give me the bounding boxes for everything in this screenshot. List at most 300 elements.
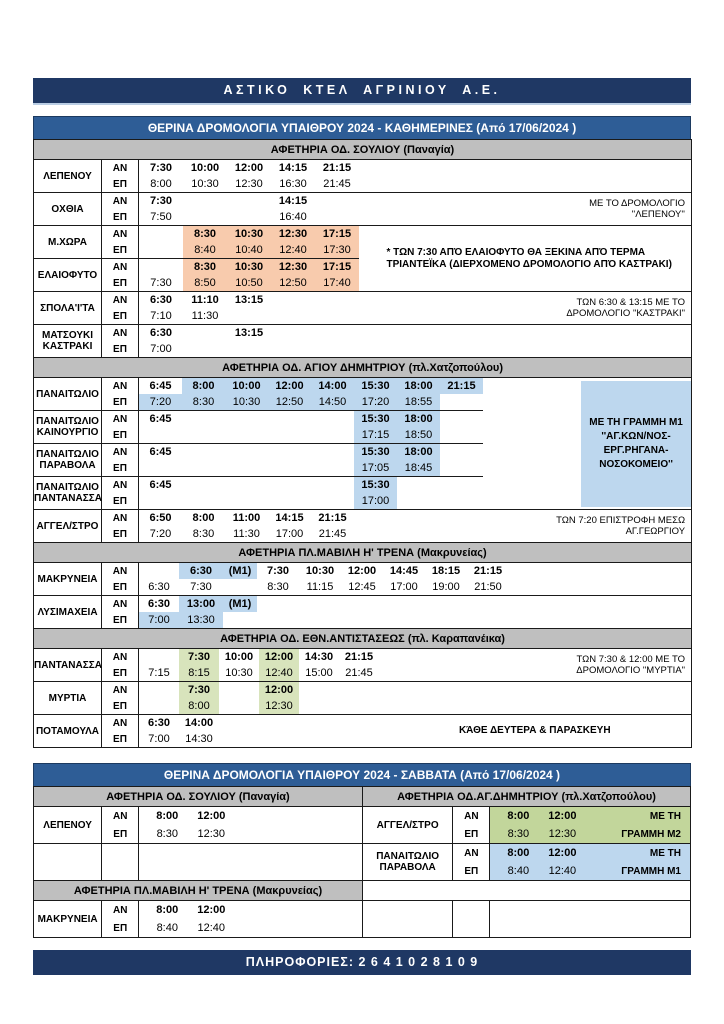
- section-header: ΑΦΕΤΗΡΙΑ ΟΔ. ΑΓΙΟΥ ΔΗΜΗΤΡΙΟΥ (πλ.Χατζοπούλου): [34, 358, 692, 378]
- departure-times-row: [139, 226, 359, 242]
- route-row: [363, 844, 691, 863]
- route-name: [34, 563, 102, 596]
- departure-times: [139, 176, 359, 193]
- departure-time: 21:15: [344, 651, 374, 663]
- route-name: [34, 844, 102, 881]
- route-note: [483, 510, 692, 543]
- section-header: ΑΦΕΤΗΡΙΑ ΟΔ.ΑΓ.ΔΗΜΗΤΡΙΟΥ (πλ.Χατζοπούλου): [363, 787, 691, 807]
- route-name-line: ΜΑΚΡΥΝΕΙΑ: [37, 913, 98, 925]
- saturday-schedule: [33, 786, 691, 938]
- timetable-content: [33, 78, 691, 975]
- departure-time: 18:00: [397, 444, 440, 460]
- departure-time: 6:45: [149, 380, 172, 392]
- departure-times-row: [139, 275, 359, 291]
- departure-time: 21:15: [322, 162, 352, 174]
- direction-label: ΕΠ: [102, 612, 139, 629]
- departure-time: 21:15: [318, 512, 347, 524]
- section-header: ΑΦΕΤΗΡΙΑ ΠΛ.ΜΑΒΙΛΗ Η' ΤΡΕΝΑ (Μακρυνείας): [34, 881, 363, 901]
- departure-time: 12:30: [197, 828, 226, 840]
- route-name-line: ΛΕΠΕΝΟΥ: [43, 170, 92, 182]
- departure-times-row: [139, 259, 359, 275]
- departure-time: [139, 427, 182, 443]
- route-name-line: ΠΑΝΑΙΤΩΛΙΟ: [36, 449, 99, 460]
- departure-times-row: [139, 698, 379, 714]
- departure-time: [182, 493, 225, 509]
- departure-time: [139, 460, 182, 476]
- route-note-line: ΤΩΝ 7:20 ΕΠΙΣΤΡΟΦΗ ΜΕΣΩ: [556, 514, 686, 526]
- departure-times: [139, 579, 509, 596]
- departure-time: 8:00: [156, 810, 179, 822]
- route-name: [34, 682, 102, 715]
- departure-time: 14:30: [185, 733, 213, 745]
- route-note-line: ΔΡΟΜΟΛΟΓΙΟ "ΚΑΣΤΡΑΚΙ": [566, 308, 685, 319]
- route-name-line: ΠΑΝΑΙΤΩΛΙΟ: [36, 416, 99, 427]
- departure-time: [311, 460, 354, 476]
- departure-time: 13:15: [234, 294, 264, 306]
- route-name-line: ΠΑΝΑΙΤΩΛΙΟ: [36, 482, 99, 493]
- route-name: [34, 901, 102, 938]
- departure-time: 12:00: [197, 904, 226, 916]
- departure-times-row: [139, 596, 509, 612]
- line-m1-note-block: [581, 381, 691, 507]
- route-name: [34, 259, 102, 292]
- departure-times-row: [139, 563, 509, 579]
- direction-label: ΑΝ: [102, 193, 139, 210]
- departure-time: 8:40: [183, 242, 227, 258]
- departure-time: 8:00: [156, 904, 179, 916]
- departure-time: 13:00: [179, 596, 223, 612]
- departure-time: 8:30: [182, 394, 225, 410]
- departure-time: 13:30: [179, 612, 223, 628]
- route-note-line: ΜΕ ΤΟ ΔΡΟΜΟΛΟΓΙΟ: [589, 197, 685, 209]
- info-footer: [33, 950, 691, 975]
- direction-label: ΑΝ: [102, 901, 139, 920]
- departure-times: [139, 526, 483, 543]
- direction-label: ΑΝ: [102, 596, 139, 613]
- route-name-line: ΚΑΙΝΟΥΡΓΙΟ: [36, 427, 99, 438]
- departure-times-row: [139, 649, 379, 665]
- departure-time: 17:20: [354, 394, 397, 410]
- direction-label: ΕΠ: [102, 427, 139, 444]
- line-note: ΓΡΑΜΜΗ Μ1: [621, 865, 681, 877]
- route-name-line: ΜΑΚΡΥΝΕΙΑ: [37, 573, 98, 585]
- direction-label: ΑΝ: [102, 715, 139, 732]
- departure-time: 21:15: [440, 378, 483, 394]
- route-row: [34, 193, 692, 210]
- departure-time: 8:00: [507, 847, 530, 859]
- departure-times-row: [139, 665, 379, 681]
- spacer-band: [363, 881, 691, 901]
- departure-time: 17:00: [275, 528, 304, 540]
- departure-times: [139, 394, 483, 411]
- direction-label: ΕΠ: [102, 825, 139, 844]
- direction-label: ΑΝ: [102, 259, 139, 276]
- route-name: [363, 844, 453, 881]
- departure-time: [225, 427, 268, 443]
- departure-times: [139, 665, 379, 682]
- route-name-line: ΚΑΣΤΡΑΚΙ: [42, 341, 93, 352]
- departure-time: 8:00: [507, 810, 530, 822]
- route-note-line: ΤΡΙΑΝΤΕΪΚΑ (ΔΙΕΡΧΟΜΕΝΟ ΔΡΟΜΟΛΟΓΙΟ ΑΠΌ ΚΑΣΤΡΑΚΙ): [386, 258, 672, 270]
- route-name: [34, 193, 102, 226]
- departure-time: 18:00: [397, 378, 440, 394]
- departure-time: [182, 444, 225, 460]
- departure-time: 11:30: [191, 310, 219, 322]
- departure-times-row: [139, 510, 483, 526]
- direction-label: ΕΠ: [102, 919, 139, 938]
- direction-label: ΕΠ: [102, 665, 139, 682]
- route-note: [359, 292, 692, 325]
- route-note-line: ΔΡΟΜΟΛΟΓΙΟ "ΜΥΡΤΙΑ": [576, 665, 686, 676]
- departure-time: 11:00: [232, 512, 261, 524]
- route-note: [359, 160, 692, 193]
- route-note-line: ΚΆΘΕ ΔΕΥΤΕΡΑ & ΠΑΡΑΣΚΕΥΗ: [458, 725, 611, 737]
- departure-time: 17:15: [315, 226, 359, 242]
- route-name: [34, 444, 102, 477]
- departure-time: 12:30: [271, 226, 315, 242]
- route-note: [359, 226, 692, 292]
- departure-time: 8:30: [267, 581, 289, 593]
- departure-times: [139, 242, 359, 259]
- saturday-right-table: [362, 786, 691, 938]
- departure-time: 17:15: [315, 259, 359, 275]
- route-note: [359, 193, 692, 226]
- departure-time: 14:00: [311, 378, 354, 394]
- section-header: ΑΦΕΤΗΡΙΑ ΠΛ.ΜΑΒΙΛΗ Η' ΤΡΕΝΑ (Μακρυνείας): [34, 543, 692, 563]
- departure-time: 10:30: [305, 565, 335, 577]
- departure-time: 8:40: [156, 922, 178, 934]
- direction-label: ΑΝ: [102, 682, 139, 699]
- direction-label: ΑΝ: [453, 844, 490, 863]
- departure-times: [490, 919, 691, 938]
- route-row: [34, 325, 692, 342]
- departure-times-row: [139, 209, 359, 225]
- departure-time: 17:40: [315, 275, 359, 291]
- departure-time: 6:45: [149, 413, 172, 425]
- departure-time: 7:20: [139, 394, 182, 410]
- departure-time: [311, 493, 354, 509]
- line-m1-note-line: ΝΟΣΟΚΟΜΕΙΟ'': [599, 458, 673, 470]
- departure-times: [139, 844, 363, 863]
- departure-times-row: [139, 193, 359, 209]
- route-row: [34, 378, 692, 395]
- route-note: [379, 649, 692, 682]
- departure-time: [139, 698, 179, 714]
- departure-time: 6:30: [147, 717, 171, 729]
- departure-times-row: [139, 731, 379, 747]
- departure-time: 8:00: [192, 512, 215, 524]
- departure-time: 8:15: [179, 665, 219, 681]
- departure-time: [225, 493, 268, 509]
- departure-time: [268, 493, 311, 509]
- direction-label: ΑΝ: [102, 160, 139, 177]
- departure-time: [139, 649, 179, 665]
- departure-times-row: [139, 427, 483, 443]
- departure-time: [268, 427, 311, 443]
- weekday-section-table-1: [33, 139, 692, 358]
- route-note: [483, 378, 692, 510]
- departure-times: [139, 731, 379, 748]
- departure-times-row: [139, 612, 509, 628]
- departure-times: [139, 862, 363, 881]
- departure-times: [139, 715, 379, 732]
- direction-label: [102, 862, 139, 881]
- section-header: ΑΦΕΤΗΡΙΑ ΟΔ. ΣΟΥΛΙΟΥ (Παναγία): [34, 140, 692, 160]
- departure-time: [268, 444, 311, 460]
- departure-time: [311, 444, 354, 460]
- departure-time: 14:45: [389, 565, 419, 577]
- route-name-line: ΛΥΣΙΜΑΧΕΙΑ: [37, 606, 98, 618]
- departure-time: 12:00: [268, 378, 311, 394]
- departure-time: 12:00: [548, 847, 577, 859]
- route-row: [34, 844, 363, 863]
- departure-time: 10:00: [225, 378, 268, 394]
- departure-time: 8:00: [150, 178, 172, 190]
- departure-time: 10:30: [227, 226, 271, 242]
- departure-times: [139, 510, 483, 527]
- departure-time: 14:15: [278, 162, 308, 174]
- departure-time: [139, 259, 183, 275]
- departure-times-row: [139, 460, 483, 476]
- route-name: [34, 378, 102, 411]
- departure-time: 13:15: [234, 327, 264, 339]
- departure-time: [182, 460, 225, 476]
- departure-time: 7:00: [148, 733, 170, 745]
- departure-times: [139, 209, 359, 226]
- route-name-line: ΛΕΠΕΝΟΥ: [43, 819, 92, 831]
- departure-time: [219, 698, 259, 714]
- departure-time: 12:40: [259, 665, 299, 681]
- departure-times-row: [139, 411, 483, 427]
- departure-times-row: [139, 242, 359, 258]
- route-note-line: ΑΓ.ΓΕΩΡΓΙΟΥ: [625, 526, 686, 537]
- weekday-section-table-3: [33, 542, 692, 629]
- departure-time: 12:30: [548, 828, 577, 840]
- direction-label: ΕΠ: [102, 579, 139, 596]
- departure-time: 16:40: [279, 211, 307, 223]
- route-name-line: Μ.ΧΩΡΑ: [48, 236, 87, 248]
- departure-time: 8:30: [156, 828, 178, 840]
- line-m1-note-line: ''ΑΓ.ΚΩΝ/ΝΟΣ-: [601, 430, 671, 442]
- departure-time: [225, 477, 268, 493]
- route-name-line: ΑΓΓΕΛ/ΣΤΡΟ: [376, 819, 439, 831]
- departure-times-row: [139, 176, 359, 192]
- departure-time: [311, 411, 354, 427]
- departure-time: [219, 682, 259, 698]
- route-row: [34, 510, 692, 527]
- departure-time: 6:30: [148, 581, 170, 593]
- direction-label: ΕΠ: [102, 731, 139, 748]
- route-name: [363, 807, 453, 844]
- departure-time: 12:40: [197, 922, 226, 934]
- direction-label: ΑΝ: [102, 325, 139, 342]
- departure-time: [268, 460, 311, 476]
- departure-time: [182, 477, 225, 493]
- departure-time: 10:30: [225, 394, 268, 410]
- departure-time: 8:40: [507, 865, 530, 877]
- route-name: [34, 477, 102, 510]
- departure-time: [139, 242, 183, 258]
- route-name: [34, 596, 102, 629]
- route-row: [34, 226, 692, 243]
- departure-time: 19:00: [432, 581, 460, 593]
- direction-label: ΑΝ: [102, 444, 139, 461]
- weekday-section-table-2: [33, 357, 692, 543]
- departure-time: [268, 411, 311, 427]
- departure-time: 8:50: [183, 275, 227, 291]
- departure-time: 14:30: [304, 651, 334, 663]
- departure-times-row: [139, 477, 483, 493]
- departure-time: 14:15: [278, 195, 308, 207]
- route-note-line: ''ΛΕΠΕΝΟΥ'': [631, 209, 685, 220]
- departure-times-row: [139, 308, 359, 324]
- departure-time: [225, 444, 268, 460]
- departure-times: [139, 444, 483, 461]
- departure-times: [139, 682, 379, 699]
- departure-time: 15:30: [354, 477, 397, 493]
- route-name: [34, 649, 102, 682]
- departure-times: [139, 411, 483, 428]
- departure-time: 12:00: [197, 810, 226, 822]
- departure-times: [139, 460, 483, 477]
- route-name-line: ΠΑΡΑΒΟΛΑ: [39, 460, 96, 471]
- route-note: [379, 715, 692, 748]
- departure-time: 10:50: [227, 275, 271, 291]
- departure-time: (Μ1): [223, 563, 257, 579]
- departure-time: 6:45: [149, 446, 172, 458]
- departure-times: [139, 341, 359, 358]
- departure-time: 10:40: [227, 242, 271, 258]
- departure-time: 14:50: [311, 394, 354, 410]
- departure-time: [139, 226, 183, 242]
- departure-times: [139, 325, 359, 342]
- departure-time: [183, 209, 227, 225]
- departure-times-row: [139, 394, 483, 410]
- departure-time: 14:00: [184, 717, 214, 729]
- departure-time: 12:30: [271, 259, 315, 275]
- departure-time: 12:50: [271, 275, 315, 291]
- departure-time: [311, 427, 354, 443]
- departure-time: 15:00: [305, 667, 333, 679]
- line-note: ΜΕ ΤΗ: [649, 810, 681, 822]
- departure-time: 12:50: [268, 394, 311, 410]
- departure-time: 6:50: [149, 512, 172, 524]
- direction-label: [102, 844, 139, 863]
- departure-times-row: [139, 341, 359, 357]
- saturday-banner-title: ΘΕΡΙΝΑ ΔΡΟΜΟΛΟΓΙΑ ΥΠΑΙΘΡΟΥ 2024 - ΣΑΒΒΑΤΑ (Από 17/06/2024 ): [163, 768, 561, 782]
- direction-label: ΕΠ: [102, 698, 139, 715]
- departure-time: 7:50: [150, 211, 172, 223]
- section-header: ΑΦΕΤΗΡΙΑ ΟΔ. ΣΟΥΛΙΟΥ (Παναγία): [34, 787, 363, 807]
- route-name: [34, 325, 102, 358]
- direction-label: ΕΠ: [453, 825, 490, 844]
- departure-time: 21:45: [323, 178, 351, 190]
- departure-time: 10:00: [190, 162, 220, 174]
- departure-time: 11:30: [233, 528, 260, 540]
- line-note: ΜΕ ΤΗ: [649, 847, 681, 859]
- direction-label: ΑΝ: [102, 226, 139, 243]
- direction-label: ΕΠ: [102, 242, 139, 259]
- direction-label: ΑΝ: [102, 411, 139, 428]
- route-name-line: ΠΑΝΤΑΝΑΣΣΑ: [34, 493, 102, 504]
- line-m1-note-line: ΜΕ ΤΗ ΓΡΑΜΜΗ Μ1: [589, 416, 683, 428]
- departure-time: (Μ1): [223, 596, 257, 612]
- departure-time: [227, 209, 271, 225]
- direction-label: ΕΠ: [102, 460, 139, 477]
- direction-label: ΑΝ: [102, 807, 139, 826]
- departure-time: 7:30: [179, 682, 219, 698]
- departure-time: 10:00: [224, 651, 254, 663]
- departure-times: [139, 193, 359, 210]
- departure-times: [139, 807, 363, 826]
- route-row: [34, 901, 363, 920]
- departure-time: 12:45: [348, 581, 376, 593]
- departure-time: 8:30: [183, 259, 227, 275]
- departure-times: [490, 862, 691, 881]
- departure-times: [139, 226, 359, 243]
- departure-time: 14:15: [275, 512, 304, 524]
- departure-time: 12:00: [234, 162, 264, 174]
- departure-time: [139, 493, 182, 509]
- departure-times: [139, 378, 483, 395]
- direction-label: ΕΠ: [102, 526, 139, 543]
- weekday-banner-title: ΘΕΡΙΝΑ ΔΡΟΜΟΛΟΓΙΑ ΥΠΑΙΘΡΟΥ 2024 - ΚΑΘΗΜΕΡΙΝΕΣ (Από 17/06/2024 ): [147, 121, 577, 135]
- route-name-line: ΠΟΤΑΜΟΥΛΑ: [35, 725, 100, 737]
- departure-time: [268, 477, 311, 493]
- route-name-line: ΠΑΝΑΙΤΩΛΙΟ: [376, 851, 440, 862]
- departure-time: 11:15: [306, 581, 334, 593]
- departure-time: 7:15: [148, 667, 170, 679]
- route-note-line: * ΤΩΝ 7:30 ΑΠΌ ΕΛΑΙΟΦΥΤΟ ΘΑ ΞΕΚΙΝΑ ΑΠΌ ΤΕΡΜΑ: [386, 247, 646, 258]
- departure-time: [182, 411, 225, 427]
- departure-time: [227, 193, 271, 209]
- route-name-line: ΣΠΟΛΑ'Ι'ΤΑ: [40, 302, 95, 314]
- direction-label: ΕΠ: [102, 176, 139, 193]
- departure-time: 12:00: [548, 810, 577, 822]
- route-row: [34, 563, 692, 580]
- route-row: [34, 292, 692, 309]
- route-name-line: ΠΑΝΤΑΝΑΣΣΑ: [34, 659, 102, 671]
- direction-label: ΑΝ: [102, 378, 139, 395]
- departure-times-row: [139, 444, 483, 460]
- route-name-line: ΕΛΑΙΟΦΥΤΟ: [37, 269, 98, 281]
- departure-time: 6:45: [149, 479, 172, 491]
- departure-times: [139, 596, 509, 613]
- saturday-left-table: [33, 786, 363, 938]
- route-note: [509, 596, 692, 629]
- route-name-line: ΟΧΘΙΑ: [51, 203, 84, 215]
- departure-time: 6:30: [147, 598, 171, 610]
- route-note-line: ΤΩΝ 6:30 & 13:15 ΜΕ ΤΟ: [576, 296, 685, 308]
- direction-label: ΕΠ: [102, 275, 139, 292]
- departure-time: 7:00: [139, 612, 179, 628]
- departure-time: 16:30: [279, 178, 307, 190]
- route-row: [34, 682, 692, 699]
- route-name: [34, 510, 102, 543]
- direction-label: ΕΠ: [102, 341, 139, 358]
- departure-times-row: [139, 715, 379, 731]
- route-name-line: ΜΥΡΤΙΑ: [48, 692, 87, 704]
- route-row: [34, 596, 692, 613]
- departure-time: [183, 325, 227, 341]
- departure-time: 7:20: [149, 528, 172, 540]
- route-name-line: ΑΓΓΕΛ/ΣΤΡΟ: [36, 520, 99, 532]
- departure-time: [139, 682, 179, 698]
- direction-label: ΕΠ: [102, 209, 139, 226]
- departure-time: 7:10: [150, 310, 172, 322]
- departure-times: [490, 901, 691, 920]
- departure-time: 18:15: [431, 565, 461, 577]
